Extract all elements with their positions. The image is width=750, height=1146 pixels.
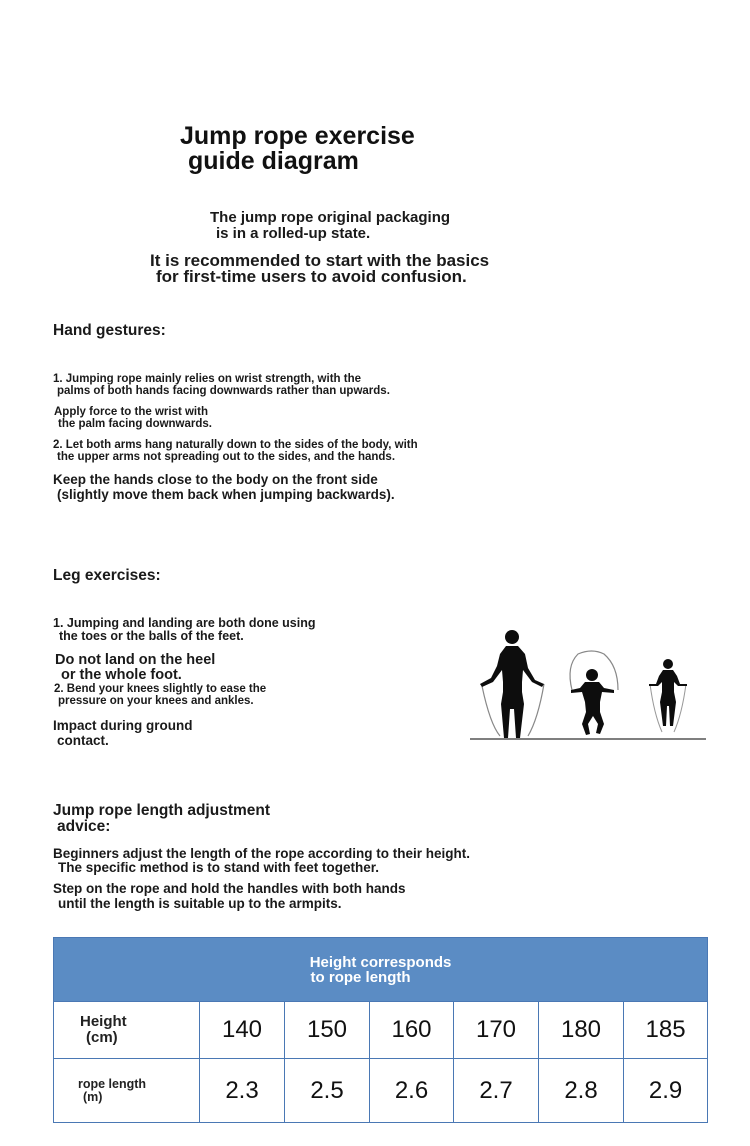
length-paragraph-2 bbox=[53, 881, 406, 911]
height-cell: 160 bbox=[370, 1002, 454, 1059]
intro-line-3: It is recommended to start with the basics bbox=[150, 251, 490, 270]
hand-p2-line-1: Apply force to the wrist with bbox=[54, 406, 208, 418]
hand-paragraph-1 bbox=[53, 373, 390, 397]
rope-label-line-2: (m) bbox=[83, 1089, 103, 1104]
leg-paragraph-3 bbox=[54, 683, 266, 707]
leg-paragraph-4 bbox=[53, 718, 193, 748]
height-cell: 140 bbox=[200, 1002, 285, 1059]
height-row-label bbox=[54, 1002, 200, 1059]
rope-row-label bbox=[54, 1059, 200, 1123]
length-p1-line-1: Beginners adjust the length of the rope according to their height. bbox=[53, 846, 471, 861]
hand-paragraph-4 bbox=[53, 472, 395, 502]
page-title bbox=[180, 124, 415, 174]
length-heading-line-1: Jump rope length adjustment bbox=[53, 802, 271, 819]
length-p2-line-1: Step on the rope and hold the handles with both hands bbox=[53, 881, 406, 896]
height-label-line-2: (cm) bbox=[86, 1029, 118, 1046]
leg-heading: Leg exercises: bbox=[53, 567, 161, 584]
length-paragraph-1 bbox=[53, 847, 470, 875]
intro-line-1: The jump rope original packaging bbox=[210, 209, 451, 226]
table-header-row bbox=[54, 938, 708, 1002]
leg-p4-line-1: Impact during ground bbox=[53, 718, 193, 733]
length-cell: 2.9 bbox=[624, 1059, 708, 1123]
jump-rope-silhouettes-icon bbox=[468, 624, 708, 744]
title-line-2: guide diagram bbox=[188, 147, 359, 175]
leg-paragraph-2 bbox=[55, 653, 215, 683]
length-cell: 2.6 bbox=[370, 1059, 454, 1123]
length-cell: 2.8 bbox=[539, 1059, 624, 1123]
hand-p3-line-1: 2. Let both arms hang naturally down to the sides of the body, with bbox=[53, 439, 418, 451]
length-cell: 2.7 bbox=[454, 1059, 539, 1123]
hand-p4-line-1: Keep the hands close to the body on the front side bbox=[53, 472, 378, 487]
length-p1-line-2: The specific method is to stand with feet together. bbox=[58, 860, 380, 875]
intro-recommendation bbox=[150, 253, 489, 285]
length-p2-line-2: until the length is suitable up to the armpits. bbox=[58, 896, 342, 911]
intro-packaging bbox=[210, 210, 450, 242]
table-header-line-2: to rope length bbox=[310, 968, 411, 986]
hand-paragraph-3 bbox=[53, 439, 418, 463]
title-line-1: Jump rope exercise bbox=[180, 122, 415, 150]
table-header bbox=[54, 938, 708, 1002]
hand-paragraph-2 bbox=[54, 406, 212, 430]
figure-woman-large bbox=[480, 630, 544, 738]
leg-p1-line-1: 1. Jumping and landing are both done using bbox=[53, 616, 316, 630]
leg-p3-line-2: pressure on your knees and ankles. bbox=[58, 695, 254, 707]
hand-heading: Hand gestures: bbox=[53, 322, 166, 339]
leg-p2-line-1: Do not land on the heel bbox=[55, 652, 216, 668]
height-cell: 185 bbox=[624, 1002, 708, 1059]
figure-man-jumping bbox=[570, 651, 618, 735]
hand-p1-line-2: palms of both hands facing downwards rather than upwards. bbox=[57, 385, 390, 397]
length-heading bbox=[53, 803, 270, 835]
table-row bbox=[54, 1059, 708, 1123]
length-cell: 2.3 bbox=[200, 1059, 285, 1123]
hand-p1-line-1: 1. Jumping rope mainly relies on wrist strength, with the bbox=[53, 373, 361, 385]
leg-p1-line-2: the toes or the balls of the feet. bbox=[59, 629, 244, 643]
intro-line-4: for first-time users to avoid confusion. bbox=[156, 267, 467, 286]
length-heading-line-2: advice: bbox=[57, 818, 111, 835]
height-cell: 180 bbox=[539, 1002, 624, 1059]
leg-p2-line-2: or the whole foot. bbox=[61, 667, 182, 683]
height-cell: 170 bbox=[454, 1002, 539, 1059]
leg-paragraph-1 bbox=[53, 617, 316, 643]
height-cell: 150 bbox=[285, 1002, 370, 1059]
height-label-line-1: Height bbox=[80, 1013, 127, 1030]
table-row bbox=[54, 1002, 708, 1059]
leg-p4-line-2: contact. bbox=[57, 733, 109, 748]
height-length-table bbox=[53, 937, 708, 1123]
hand-p4-line-2: (slightly move them back when jumping backwards). bbox=[57, 487, 395, 502]
intro-line-2: is in a rolled-up state. bbox=[216, 225, 371, 242]
table-header-line-1: Height corresponds bbox=[309, 953, 452, 971]
figure-woman-small bbox=[649, 659, 687, 732]
length-cell: 2.5 bbox=[285, 1059, 370, 1123]
hand-p3-line-2: the upper arms not spreading out to the sides, and the hands. bbox=[57, 451, 396, 463]
leg-p3-line-1: 2. Bend your knees slightly to ease the bbox=[54, 683, 267, 695]
hand-p2-line-2: the palm facing downwards. bbox=[58, 418, 212, 430]
rope-label-line-1: rope length bbox=[78, 1076, 147, 1091]
